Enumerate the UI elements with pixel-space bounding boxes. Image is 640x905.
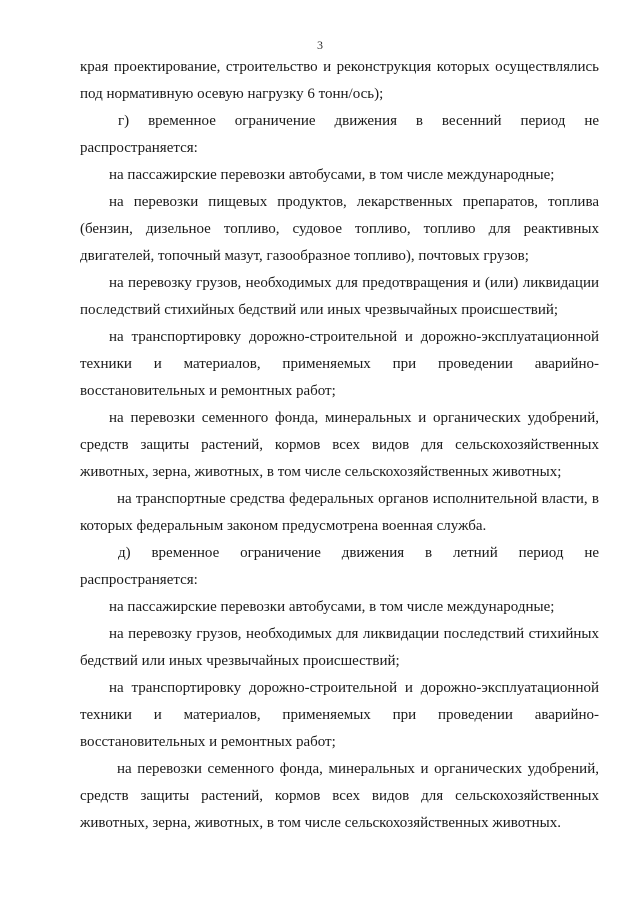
- paragraph-road-machinery-summer: на транспортировку дорожно-строительной и дорожно-эксплуатационной техники и материалов, применяемых при проведении аварийно-восстановительных и ремонтных работ;: [80, 680, 599, 750]
- paragraph-federal-vehicles: на транспортные средства федеральных органов исполнительной власти, в которых федеральным законом предусмотрена военная служба.: [80, 491, 599, 534]
- paragraph-emergency-cargo-summer: на перевозку грузов, необходимых для ликвидации последствий стихийных бедствий или иных чрезвычайных происшествий;: [80, 626, 599, 669]
- document-body: [80, 54, 599, 837]
- paragraph-emergency-cargo: на перевозку грузов, необходимых для предотвращения и (или) ликвидации последствий стихийных бедствий или иных чрезвычайных происшествий;: [80, 275, 599, 318]
- paragraph-food-fuel: на перевозки пищевых продуктов, лекарственных препаратов, топлива (бензин, дизельное топливо, судовое топливо, топливо для реактивных двигателей, топочный мазут, газообразное топливо), почтовых грузов;: [80, 194, 599, 264]
- paragraph-continuation: края проектирование, строительство и реконструкция которых осуществлялись под нормативную осевую нагрузку 6 тонн/ось);: [80, 59, 599, 102]
- paragraph-road-machinery: на транспортировку дорожно-строительной и дорожно-эксплуатационной техники и материалов, применяемых при проведении аварийно-восстановительных и ремонтных работ;: [80, 329, 599, 399]
- paragraph-agricultural-summer: на перевозки семенного фонда, минеральных и органических удобрений, средств защиты растений, кормов всех видов для сельскохозяйственных животных, зерна, животных, в том числе сельскохозяйственных животных.: [80, 761, 599, 831]
- page-number: 3: [317, 38, 323, 52]
- paragraph-agricultural: на перевозки семенного фонда, минеральных и органических удобрений, средств защиты растений, кормов всех видов для сельскохозяйственных животных, зерна, животных, в том числе сельскохозяйственных животных;: [80, 410, 599, 480]
- paragraph-passenger-buses: на пассажирские перевозки автобусами, в том числе международные;: [109, 167, 555, 183]
- paragraph-item-g: г) временное ограничение движения в весенний период не распространяется:: [80, 113, 599, 156]
- paragraph-item-d: д) временное ограничение движения в летний период не распространяется:: [80, 545, 599, 588]
- paragraph-passenger-buses-summer: на пассажирские перевозки автобусами, в том числе международные;: [109, 599, 555, 615]
